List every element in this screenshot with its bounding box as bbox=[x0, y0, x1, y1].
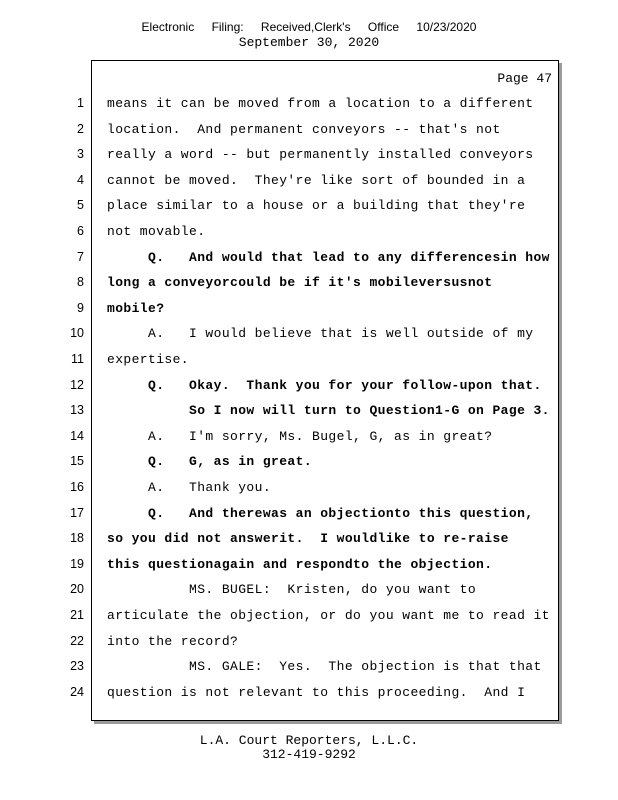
transcript-line: place similar to a house or a building that they're bbox=[107, 198, 526, 213]
deposition-date: September 30, 2020 bbox=[238, 35, 380, 50]
filing-word-electronic: Electronic bbox=[141, 20, 195, 34]
line-number: 16 bbox=[70, 480, 84, 494]
line-number: 6 bbox=[77, 224, 84, 238]
transcript-line: expertise. bbox=[107, 352, 190, 367]
line-number: 3 bbox=[77, 147, 84, 161]
filing-date: 10/23/2020 bbox=[416, 20, 477, 34]
line-number: 23 bbox=[70, 659, 84, 673]
transcript-line: means it can be moved from a location to a different bbox=[107, 96, 534, 111]
transcript-line: A. Thank you. bbox=[107, 480, 272, 495]
transcript-line: A. I'm sorry, Ms. Bugel, G, as in great? bbox=[107, 429, 493, 444]
line-number: 11 bbox=[71, 352, 84, 366]
line-number: 10 bbox=[70, 326, 84, 340]
line-number: 21 bbox=[70, 608, 84, 622]
line-number: 22 bbox=[70, 634, 84, 648]
reporter-name: L.A. Court Reporters, L.L.C. bbox=[199, 733, 419, 748]
transcript-line: So I now will turn to Question1-G on Page 3. bbox=[107, 403, 550, 418]
line-number: 14 bbox=[70, 429, 84, 443]
transcript-line: this questionagain and respondto the objection. bbox=[107, 557, 493, 572]
transcript-line: not movable. bbox=[107, 224, 206, 239]
transcript-line: mobile? bbox=[107, 301, 165, 316]
line-number: 7 bbox=[77, 250, 84, 264]
transcript-line: Q. G, as in great. bbox=[107, 454, 313, 469]
line-number: 20 bbox=[70, 582, 84, 596]
transcript-line: A. I would believe that is well outside of my bbox=[107, 326, 534, 341]
page-number: Page 47 bbox=[497, 71, 552, 86]
line-number: 17 bbox=[70, 506, 84, 520]
line-number: 4 bbox=[77, 173, 84, 187]
filing-word-received: Received,Clerk's bbox=[260, 20, 351, 34]
transcript-line: cannot be moved. They're like sort of bounded in a bbox=[107, 173, 526, 188]
line-number: 12 bbox=[70, 378, 84, 392]
transcript-line: into the record? bbox=[107, 634, 239, 649]
transcript-line: MS. GALE: Yes. The objection is that that bbox=[107, 659, 542, 674]
electronic-filing-stamp bbox=[0, 20, 618, 34]
transcript-line: question is not relevant to this proceeding. And I bbox=[107, 685, 526, 700]
transcript-line: Q. Okay. Thank you for your follow-upon that. bbox=[107, 378, 542, 393]
line-number: 24 bbox=[70, 685, 84, 699]
line-number: 9 bbox=[77, 301, 84, 315]
reporter-phone: 312-419-9292 bbox=[262, 747, 356, 762]
line-number: 1 bbox=[77, 96, 84, 110]
line-number: 5 bbox=[77, 198, 84, 212]
line-number: 18 bbox=[70, 531, 84, 545]
line-number: 15 bbox=[70, 454, 84, 468]
transcript-line: long a conveyorcould be if it's mobileversusnot bbox=[107, 275, 493, 290]
line-number: 8 bbox=[77, 275, 84, 289]
line-number: 2 bbox=[77, 122, 84, 136]
transcript-line: really a word -- but permanently installed conveyors bbox=[107, 147, 534, 162]
transcript-line: Q. And therewas an objectionto this question, bbox=[107, 506, 534, 521]
filing-word-office: Office bbox=[367, 20, 400, 34]
transcript-line: location. And permanent conveyors -- that's not bbox=[107, 122, 501, 137]
line-number: 13 bbox=[70, 403, 84, 417]
filing-word-filing: Filing: bbox=[211, 20, 244, 34]
transcript-line: Q. And would that lead to any differencesin how bbox=[107, 250, 550, 265]
transcript-line: MS. BUGEL: Kristen, do you want to bbox=[107, 582, 477, 597]
line-number: 19 bbox=[70, 557, 84, 571]
transcript-line: so you did not answerit. I wouldlike to re-raise bbox=[107, 531, 509, 546]
transcript-line: articulate the objection, or do you want me to read it bbox=[107, 608, 550, 623]
